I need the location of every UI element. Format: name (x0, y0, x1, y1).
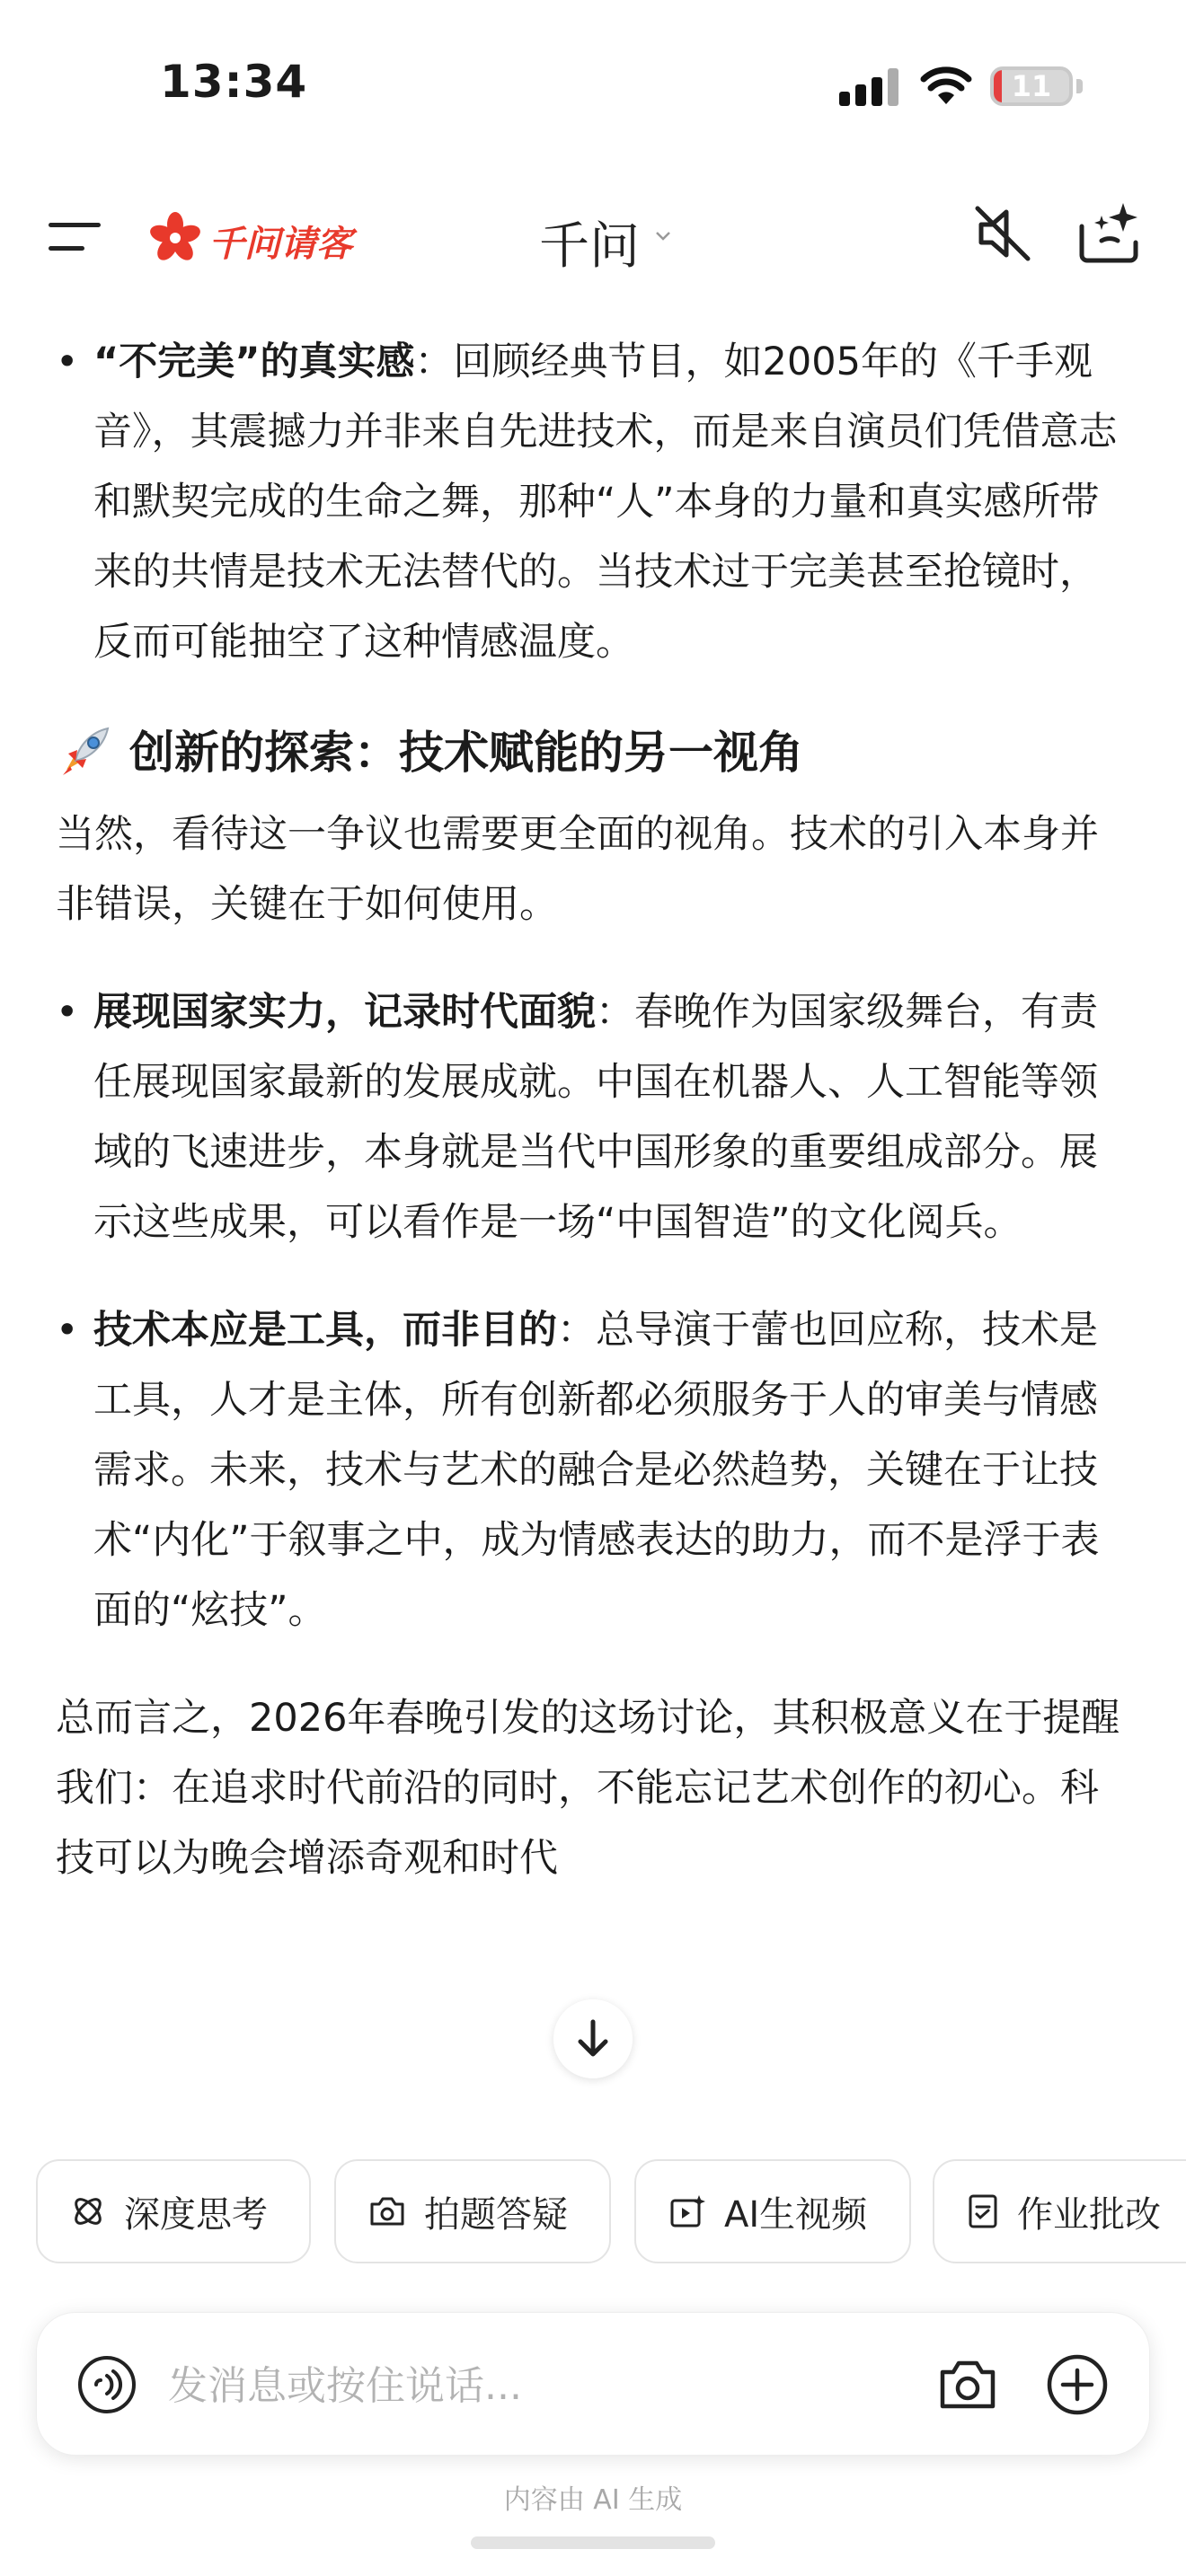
paragraph: 总而言之，2026年春晚引发的这场讨论，其积极意义在于提醒我们：在追求时代前沿的同时，不能忘记艺术创作的初心。科技可以为晚会增添奇观和时代 (56, 1696, 1120, 1881)
chip-ai-video[interactable] (634, 2159, 911, 2263)
rocket-icon (56, 725, 111, 781)
message-input-bar (36, 2312, 1150, 2456)
ai-generated-note: 内容由 AI 生成 (503, 2484, 683, 2516)
homework-icon (967, 2192, 999, 2230)
battery-indicator (990, 66, 1073, 106)
status-time: 13:34 (160, 56, 308, 108)
new-chat-sparkle-icon[interactable] (1075, 199, 1143, 268)
camera-icon[interactable] (937, 2354, 998, 2415)
bullet-dot: • (56, 990, 79, 1035)
chip-label: 拍题答疑 (424, 2193, 568, 2236)
chat-answer (56, 327, 1134, 1893)
bullet-title: 展现国家实力，记录时代面貌 (93, 990, 596, 1035)
ai-video-icon (668, 2193, 706, 2229)
battery-percent: 11 (1011, 69, 1052, 103)
speaker-mute-icon[interactable] (972, 203, 1033, 264)
app-header (0, 180, 1186, 296)
voice-input-icon[interactable] (76, 2354, 137, 2415)
scroll-to-bottom-button[interactable] (553, 1999, 633, 2078)
quick-action-chips (36, 2159, 1186, 2267)
camera-question-icon (368, 2193, 406, 2229)
message-input[interactable] (166, 2349, 799, 2422)
battery-tip (1076, 79, 1083, 93)
wifi-icon (920, 65, 972, 106)
section-heading-text: 创新的探索：技术赋能的另一视角 (129, 727, 803, 779)
bullet-title: 技术本应是工具，而非目的 (93, 1308, 557, 1353)
list-item (56, 327, 1134, 677)
list-item (56, 1295, 1134, 1645)
app-title[interactable]: 千问 (539, 217, 640, 276)
list-item (56, 977, 1134, 1257)
bullet-dot: • (56, 340, 79, 384)
logo-flower-icon (149, 212, 201, 264)
paragraph: 当然，看待这一争议也需要更全面的视角。技术的引入本身并非错误，关键在于如何使用。 (56, 812, 1099, 927)
chip-photo-question[interactable] (334, 2159, 611, 2263)
menu-icon[interactable] (49, 219, 104, 255)
chip-label: 作业批改 (1017, 2193, 1161, 2236)
chip-deep-think[interactable] (36, 2159, 311, 2263)
chip-label: 深度思考 (124, 2193, 268, 2236)
deep-think-icon (70, 2193, 106, 2229)
logo-text: 千问请客 (208, 223, 352, 265)
chip-homework[interactable] (933, 2159, 1186, 2263)
cellular-signal-icon (839, 68, 900, 106)
section-heading (56, 717, 1134, 789)
promo-logo[interactable] (149, 207, 352, 269)
bullet-body: ：春晚作为国家级舞台，有责任展现国家最新的发展成就。中国在机器人、人工智能等领域的飞速进步，本身就是当代中国形象的重要组成部分。展示这些成果，可以看作是一场“中国智造”的文化阅兵。 (93, 990, 1098, 1245)
bullet-body: ：总导演于蕾也回应称，技术是工具，人才是主体，所有创新都必须服务于人的审美与情感需求。未来，技术与艺术的融合是必然趋势，关键在于让技术“内化”于叙事之中，成为情感表达的助力，而不是浮于表面的“炫技”。 (93, 1308, 1100, 1633)
home-indicator[interactable] (471, 2536, 715, 2549)
plus-icon[interactable] (1045, 2352, 1110, 2417)
chevron-down-icon[interactable] (654, 230, 672, 243)
bullet-dot: • (56, 1308, 79, 1353)
bullet-title: “不完美”的真实感 (93, 340, 415, 384)
chip-label: AI生视频 (724, 2193, 868, 2236)
arrow-down-icon (575, 2018, 611, 2060)
status-bar (0, 0, 1186, 171)
bullet-body: ：回顾经典节目，如2005年的《千手观音》，其震撼力并非来自先进技术，而是来自演员们凭借意志和默契完成的生命之舞，那种“人”本身的力量和真实感所带来的共情是技术无法替代的。当技术过于完美甚至抢镜时，反而可能抽空了这种情感温度。 (93, 340, 1118, 665)
